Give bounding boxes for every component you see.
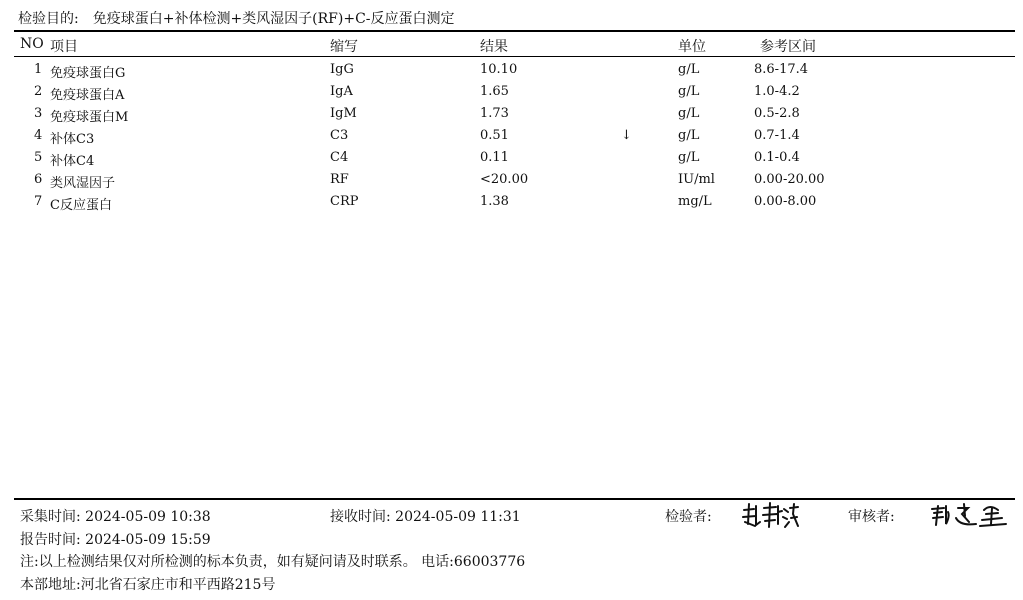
row-no: 1 [34, 62, 43, 77]
row-item: 免疫球蛋白A [50, 88, 125, 103]
table-row [0, 62, 1023, 84]
row-result: 1.38 [480, 194, 509, 209]
exam-purpose [18, 8, 455, 28]
row-item: 补体C4 [50, 154, 95, 169]
col-item-header: 项目 [50, 39, 78, 55]
footer-note: 注:以上检测结果仅对所检测的标本负责，如有疑问请及时联系。 电话:66003776 [20, 554, 526, 570]
table-row [0, 150, 1023, 172]
row-item: C反应蛋白 [50, 198, 112, 213]
row-no: 6 [34, 172, 43, 187]
row-unit: g/L [678, 106, 700, 121]
row-range: 8.6-17.4 [754, 62, 809, 77]
col-unit-header: 单位 [678, 39, 706, 55]
row-abbr: RF [330, 172, 349, 187]
row-range: 0.00-20.00 [754, 172, 825, 187]
collect-time-value: 2024-05-09 10:38 [85, 509, 211, 525]
row-no: 4 [34, 128, 43, 143]
table-row [0, 194, 1023, 216]
row-unit: g/L [678, 62, 700, 77]
row-abbr: IgG [330, 62, 354, 77]
table-row [0, 172, 1023, 194]
examiner-signature [740, 500, 802, 530]
row-item: 免疫球蛋白G [50, 66, 126, 81]
receive-time [330, 506, 521, 526]
row-abbr: IgM [330, 106, 357, 121]
report-time [20, 529, 211, 549]
collect-time [20, 506, 211, 526]
row-no: 7 [34, 194, 43, 209]
row-item: 类风湿因子 [50, 176, 116, 191]
row-unit: IU/ml [678, 172, 715, 187]
reviewer-signature [928, 500, 1010, 530]
col-result-header: 结果 [480, 39, 508, 55]
row-abbr: CRP [330, 194, 359, 209]
row-range: 0.00-8.00 [754, 194, 817, 209]
receive-time-label: 接收时间: [330, 509, 391, 525]
table-row [0, 84, 1023, 106]
row-range: 1.0-4.2 [754, 84, 800, 99]
row-range: 0.1-0.4 [754, 150, 800, 165]
row-result: <20.00 [480, 172, 529, 187]
exam-purpose-text: 免疫球蛋白+补体检测+类风湿因子(RF)+C-反应蛋白测定 [92, 11, 455, 27]
row-unit: g/L [678, 84, 700, 99]
table-row [0, 128, 1023, 150]
row-no: 3 [34, 106, 43, 121]
row-unit: mg/L [678, 194, 712, 209]
collect-time-label: 采集时间: [20, 509, 81, 525]
row-unit: g/L [678, 150, 700, 165]
footer-top-rule [14, 498, 1015, 500]
row-result: 10.10 [480, 62, 518, 77]
row-no: 2 [34, 84, 43, 99]
row-range: 0.5-2.8 [754, 106, 800, 121]
row-item: 免疫球蛋白M [50, 110, 129, 125]
row-no: 5 [34, 150, 43, 165]
row-result: 1.73 [480, 106, 509, 121]
row-range: 0.7-1.4 [754, 128, 800, 143]
report-time-label: 报告时间: [20, 532, 81, 548]
header-bottom-rule [14, 56, 1015, 57]
examiner-label: 检验者: [665, 509, 712, 525]
low-flag-arrow: ↓ [621, 128, 632, 143]
col-range-header: 参考区间 [760, 39, 816, 55]
receive-time-value: 2024-05-09 11:31 [395, 509, 521, 525]
table-row [0, 106, 1023, 128]
row-result: 0.51 [480, 128, 509, 143]
footer-address: 本部地址:河北省石家庄市和平西路215号 [20, 577, 276, 593]
exam-purpose-label: 检验目的: [18, 11, 79, 27]
reviewer-label: 审核者: [848, 509, 895, 525]
col-no-header: NO [20, 36, 44, 52]
col-abbr-header: 缩写 [330, 39, 358, 55]
report-time-value: 2024-05-09 15:59 [85, 532, 211, 548]
row-item: 补体C3 [50, 132, 95, 147]
row-abbr: C3 [330, 128, 349, 143]
header-top-rule [14, 30, 1015, 32]
row-abbr: C4 [330, 150, 349, 165]
row-result: 1.65 [480, 84, 509, 99]
row-abbr: IgA [330, 84, 353, 99]
row-result: 0.11 [480, 150, 509, 165]
row-unit: g/L [678, 128, 700, 143]
